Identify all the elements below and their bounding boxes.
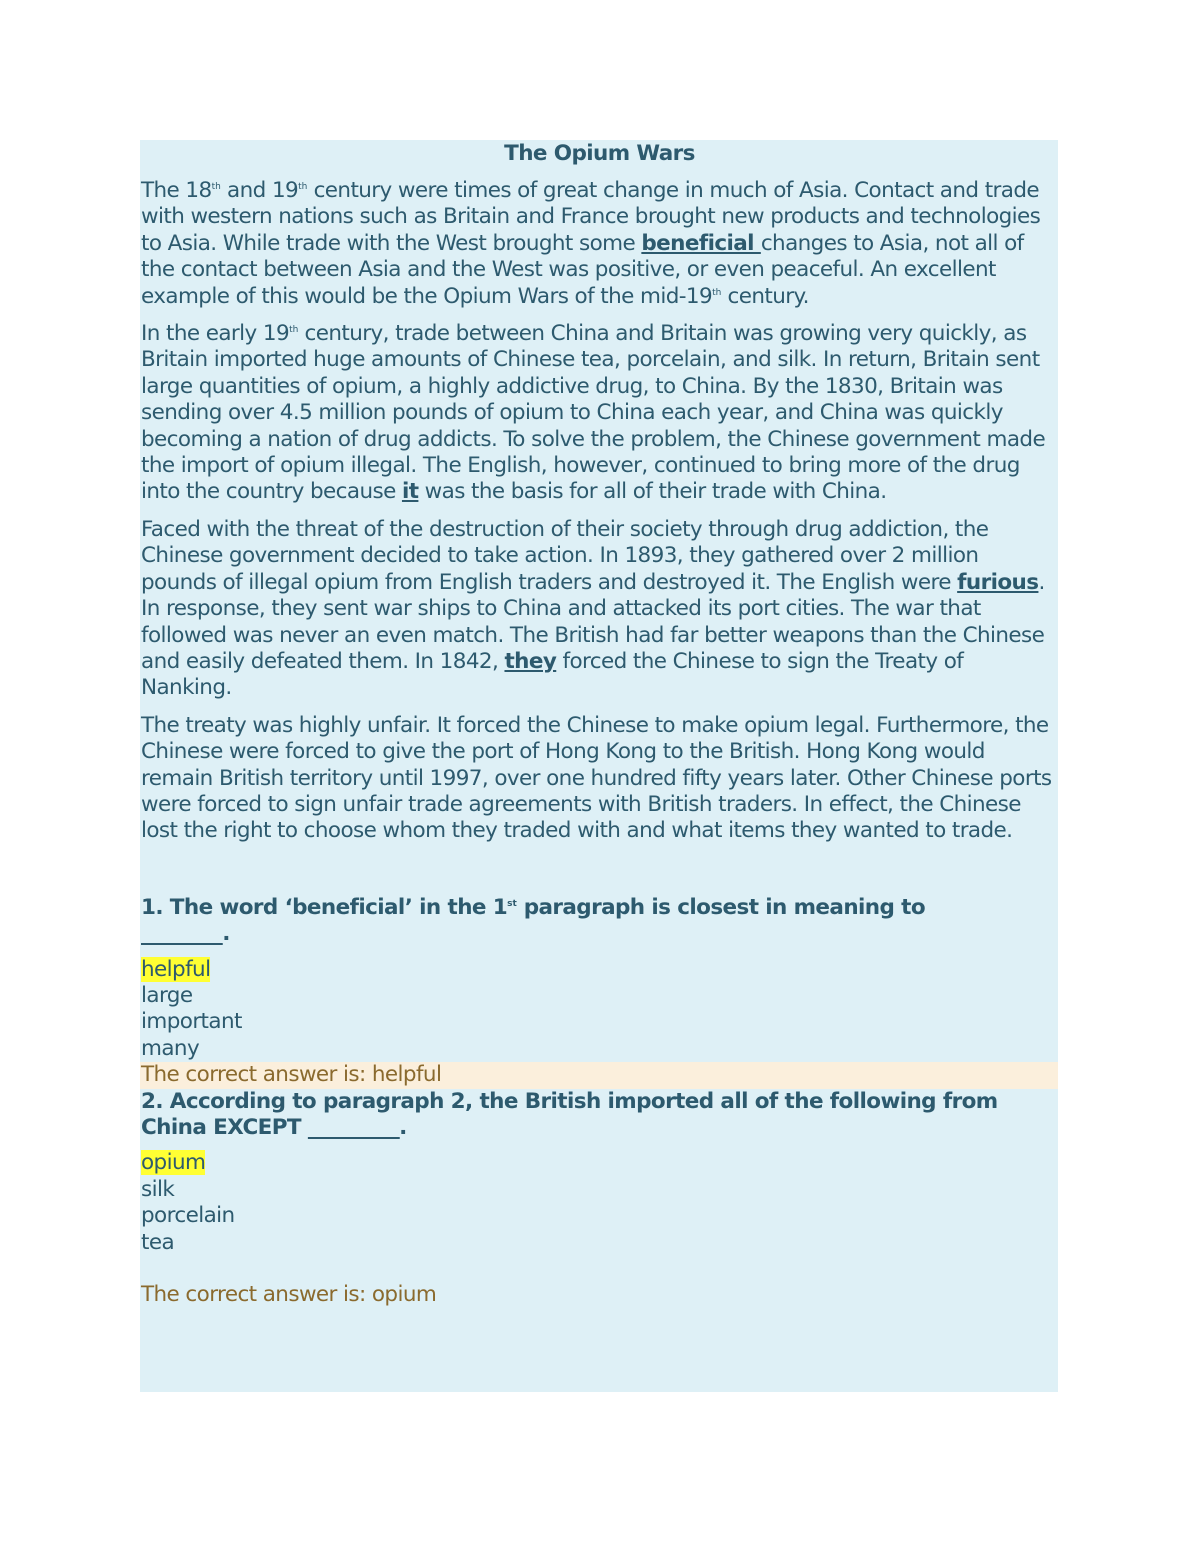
question-2-options [141,1150,1058,1256]
paragraph-1: The 18th and 19th century were times of great change in much of Asia. Contact and trade with western nations such as Britain and France brought new products and technologies to Asia. While trade with the West brought some beneficial changes to Asia, not all of the contact between Asia and the West was positive, or even peaceful. An excellent example of this would be the Opium Wars of the mid-19th century. [141,178,1041,309]
question-2-option[interactable] [141,1150,1058,1176]
question-1-option[interactable]: many [141,1035,200,1061]
paragraph-3: Faced with the threat of the destruction of their society through drug addiction, the Chinese government decided to take action. In 1893, they gathered over 2 million pounds of illegal opium from English traders and destroyed it. The English were furious. In response, they sent war ships to China and attacked its port cities. The war that followed was never an even match. The British had far better weapons than the Chinese and easily defeated them. In 1842, they forced the Chinese to sign the Treaty of Nanking. [141,516,1045,701]
question-1-option[interactable]: important [141,1009,242,1035]
question-1-options [141,957,1058,1063]
question-2-option[interactable]: silk [141,1176,175,1202]
document-panel [140,140,1058,1392]
paragraph-4: The treaty was highly unfair. It forced the Chinese to make opium legal. Furthermore, the Chinese were forced to give the port of Hong Kong to the British. Hong Kong would remain British territory until 1997, over one hundred fifty years later. Other Chinese ports were forced to sign unfair trade agreements with British traders. In effect, the Chinese lost the right to choose whom they traded with and what items they wanted to trade. [141,712,1052,844]
question-1-correct-answer: The correct answer is: helpful [140,1062,1058,1088]
question-1-option[interactable]: large [141,982,193,1008]
highlighted-option: opium [141,1150,206,1176]
question-2-option[interactable]: tea [141,1229,175,1255]
question-1-blank: ________. [141,921,230,947]
question-1-option[interactable] [141,957,1058,983]
key-word-beneficial: beneficial [641,230,761,256]
highlighted-option: helpful [141,956,211,982]
question-2-blank: _________. [307,1114,407,1140]
question-1: 1. The word ‘beneficial’ in the 1st paragraph is closest in meaning to ________. [141,894,926,947]
question-2: 2. According to paragraph 2, the British imported all of the following from China EXCEPT _________. [141,1088,998,1140]
question-2-option[interactable]: porcelain [141,1203,235,1229]
key-word-it: it [401,479,419,505]
paragraph-2: In the early 19th century, trade between China and Britain was growing very quickly, as Britain imported huge amounts of Chinese tea, porcelain, and silk. In return, Britain sent large quantities of opium, a highly addictive drug, to China. By the 1830, Britain was sending over 4.5 million pounds of opium to China each year, and China was quickly becoming a nation of drug addicts. To solve the problem, the Chinese government made the import of opium illegal. The English, however, continued to bring more of the drug into the country because it was the basis for all of their trade with China. [141,321,1046,505]
key-word-furious: furious [957,569,1039,595]
document-title: The Opium Wars [504,141,695,166]
key-word-they: they [504,648,557,674]
question-2-correct-answer: The correct answer is: opium [141,1281,437,1307]
